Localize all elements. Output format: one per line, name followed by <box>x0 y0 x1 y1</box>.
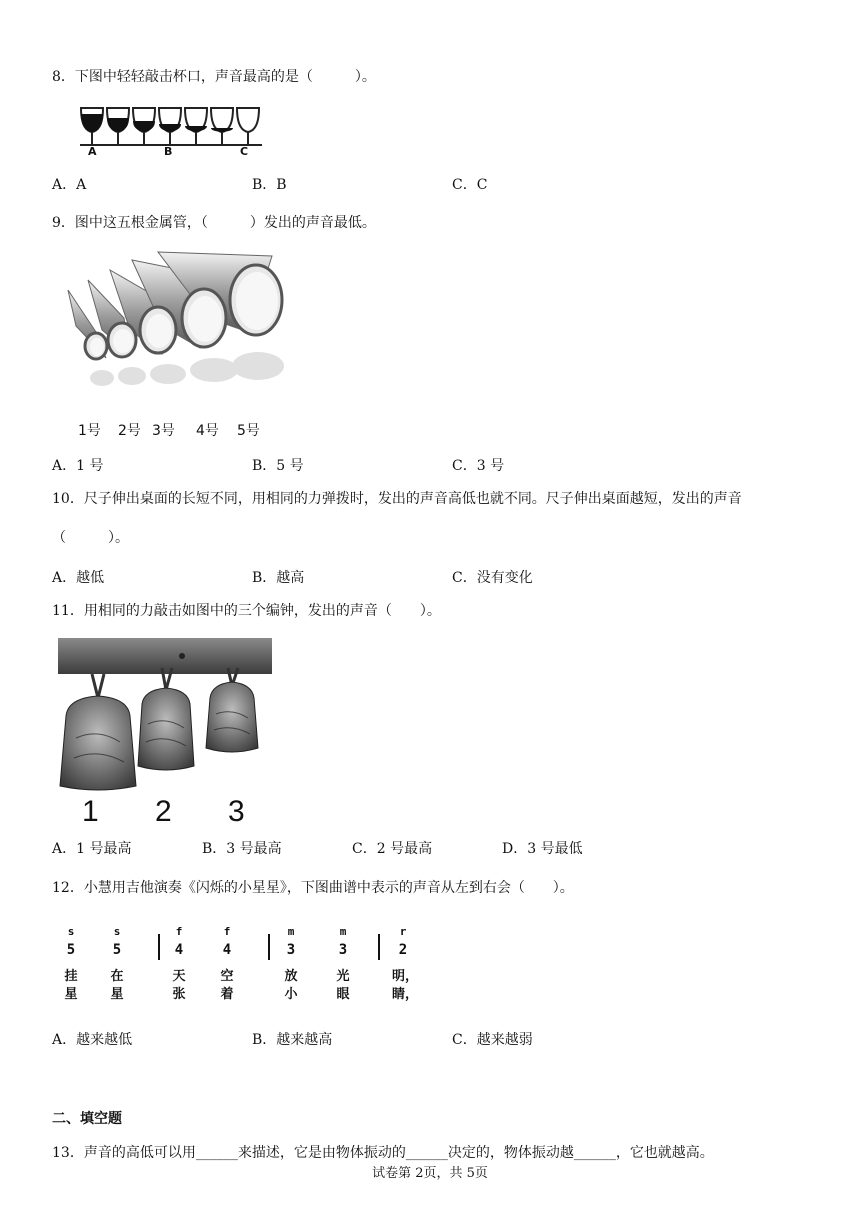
lyric-1-2: 在 <box>110 969 124 984</box>
q12-option-a[interactable]: A．越来越低 <box>52 1032 133 1048</box>
q12-option-c[interactable]: C．越来越弱 <box>452 1032 533 1048</box>
lyric-2-5: 小 <box>284 987 298 1002</box>
glass-label-c: C <box>240 145 249 158</box>
question-9-stem: 9．图中这五根金属管，（ ）发出的声音最低。 <box>52 215 376 231</box>
bell-label-1: 1 <box>82 795 99 828</box>
glass-label-b: B <box>164 145 173 158</box>
q10-option-b[interactable]: B．越高 <box>252 570 305 586</box>
page-footer: 试卷第 2页，共 5页 <box>372 1166 488 1181</box>
syllable-4: f <box>223 925 231 938</box>
pipe-label-1: 1号 <box>78 423 101 439</box>
chime-bells-figure <box>58 638 272 794</box>
question-8-stem: 8．下图中轻轻敲击杯口，声音最高的是（ ）。 <box>52 69 376 85</box>
question-11-stem: 11．用相同的力敲击如图中的三个编钟，发出的声音（ ）。 <box>52 603 441 619</box>
q10-option-c[interactable]: C．没有变化 <box>452 570 533 586</box>
pipe-label-2: 2号 <box>118 423 141 439</box>
pipe-label-3: 3号 <box>152 423 175 439</box>
lyric-2-2: 星 <box>110 987 124 1002</box>
note-1: 5 <box>66 942 76 958</box>
lyric-1-3: 天 <box>172 969 186 984</box>
bell-label-3: 3 <box>228 795 245 828</box>
question-13-stem[interactable]: 13．声音的高低可以用______来描述，它是由物体振动的______决定的，物体振动越______，它也就越高。 <box>52 1145 714 1161</box>
note-5: 3 <box>286 942 296 958</box>
note-7: 2 <box>398 942 408 958</box>
q9-option-b[interactable]: B．5 号 <box>252 458 304 474</box>
lyric-2-1: 星 <box>64 987 78 1002</box>
syllable-5: m <box>287 925 295 938</box>
lyric-1-6: 光 <box>336 969 350 984</box>
q9-option-a[interactable]: A．1 号 <box>52 458 104 474</box>
q12-option-b[interactable]: B．越来越高 <box>252 1032 333 1048</box>
glass-label-a: A <box>88 145 97 158</box>
bar-line-1 <box>158 934 160 960</box>
question-10-stem-cont: （ ）。 <box>52 530 129 546</box>
q11-option-d[interactable]: D．3 号最低 <box>502 841 583 857</box>
note-4: 4 <box>222 942 232 958</box>
syllable-2: s <box>113 925 121 938</box>
q8-option-c[interactable]: C．C <box>452 177 488 193</box>
lyric-2-6: 眼 <box>336 987 350 1002</box>
q9-option-c[interactable]: C．3 号 <box>452 458 505 474</box>
note-2: 5 <box>112 942 122 958</box>
question-10-stem: 10．尺子伸出桌面的长短不同，用相同的力弹拨时，发出的声音高低也就不同。尺子伸出桌面越短，发出的声音 <box>52 491 742 507</box>
syllable-7: r <box>399 925 407 938</box>
bell-3 <box>206 682 258 752</box>
pipe-label-5: 5号 <box>237 423 260 439</box>
bell-2 <box>138 688 194 770</box>
lyric-1-7: 明， <box>392 969 419 984</box>
lyric-1-4: 空 <box>220 969 234 984</box>
lyric-1-1: 挂 <box>64 969 78 984</box>
q8-option-a[interactable]: A．A <box>52 177 87 193</box>
music-score-figure <box>52 922 452 1012</box>
lyric-2-4: 着 <box>220 987 234 1002</box>
bar-line-3 <box>378 934 380 960</box>
note-6: 3 <box>338 942 348 958</box>
bell-1 <box>60 696 136 790</box>
bell-label-2: 2 <box>155 795 172 828</box>
q11-option-c[interactable]: C．2 号最高 <box>352 841 433 857</box>
q11-option-b[interactable]: B．3 号最高 <box>202 841 282 857</box>
q8-option-b[interactable]: B．B <box>252 177 287 193</box>
lyric-2-3: 张 <box>172 987 186 1002</box>
lyric-1-5: 放 <box>284 969 298 984</box>
metal-pipes-figure <box>62 250 290 410</box>
syllable-3: f <box>175 925 183 938</box>
syllable-1: s <box>67 925 75 938</box>
bell-rack <box>58 638 272 674</box>
note-3: 4 <box>174 942 184 958</box>
bar-line-2 <box>268 934 270 960</box>
q10-option-a[interactable]: A．越低 <box>52 570 105 586</box>
syllable-6: m <box>339 925 347 938</box>
q11-option-a[interactable]: A．1 号最高 <box>52 841 132 857</box>
glass-7 <box>237 108 259 132</box>
question-12-stem: 12．小慧用吉他演奏《闪烁的小星星》，下图曲谱中表示的声音从左到右会（ ）。 <box>52 880 574 896</box>
pipe-label-4: 4号 <box>196 423 219 439</box>
section-2-title: 二、填空题 <box>52 1111 122 1127</box>
lyric-2-7: 睛， <box>392 987 419 1002</box>
